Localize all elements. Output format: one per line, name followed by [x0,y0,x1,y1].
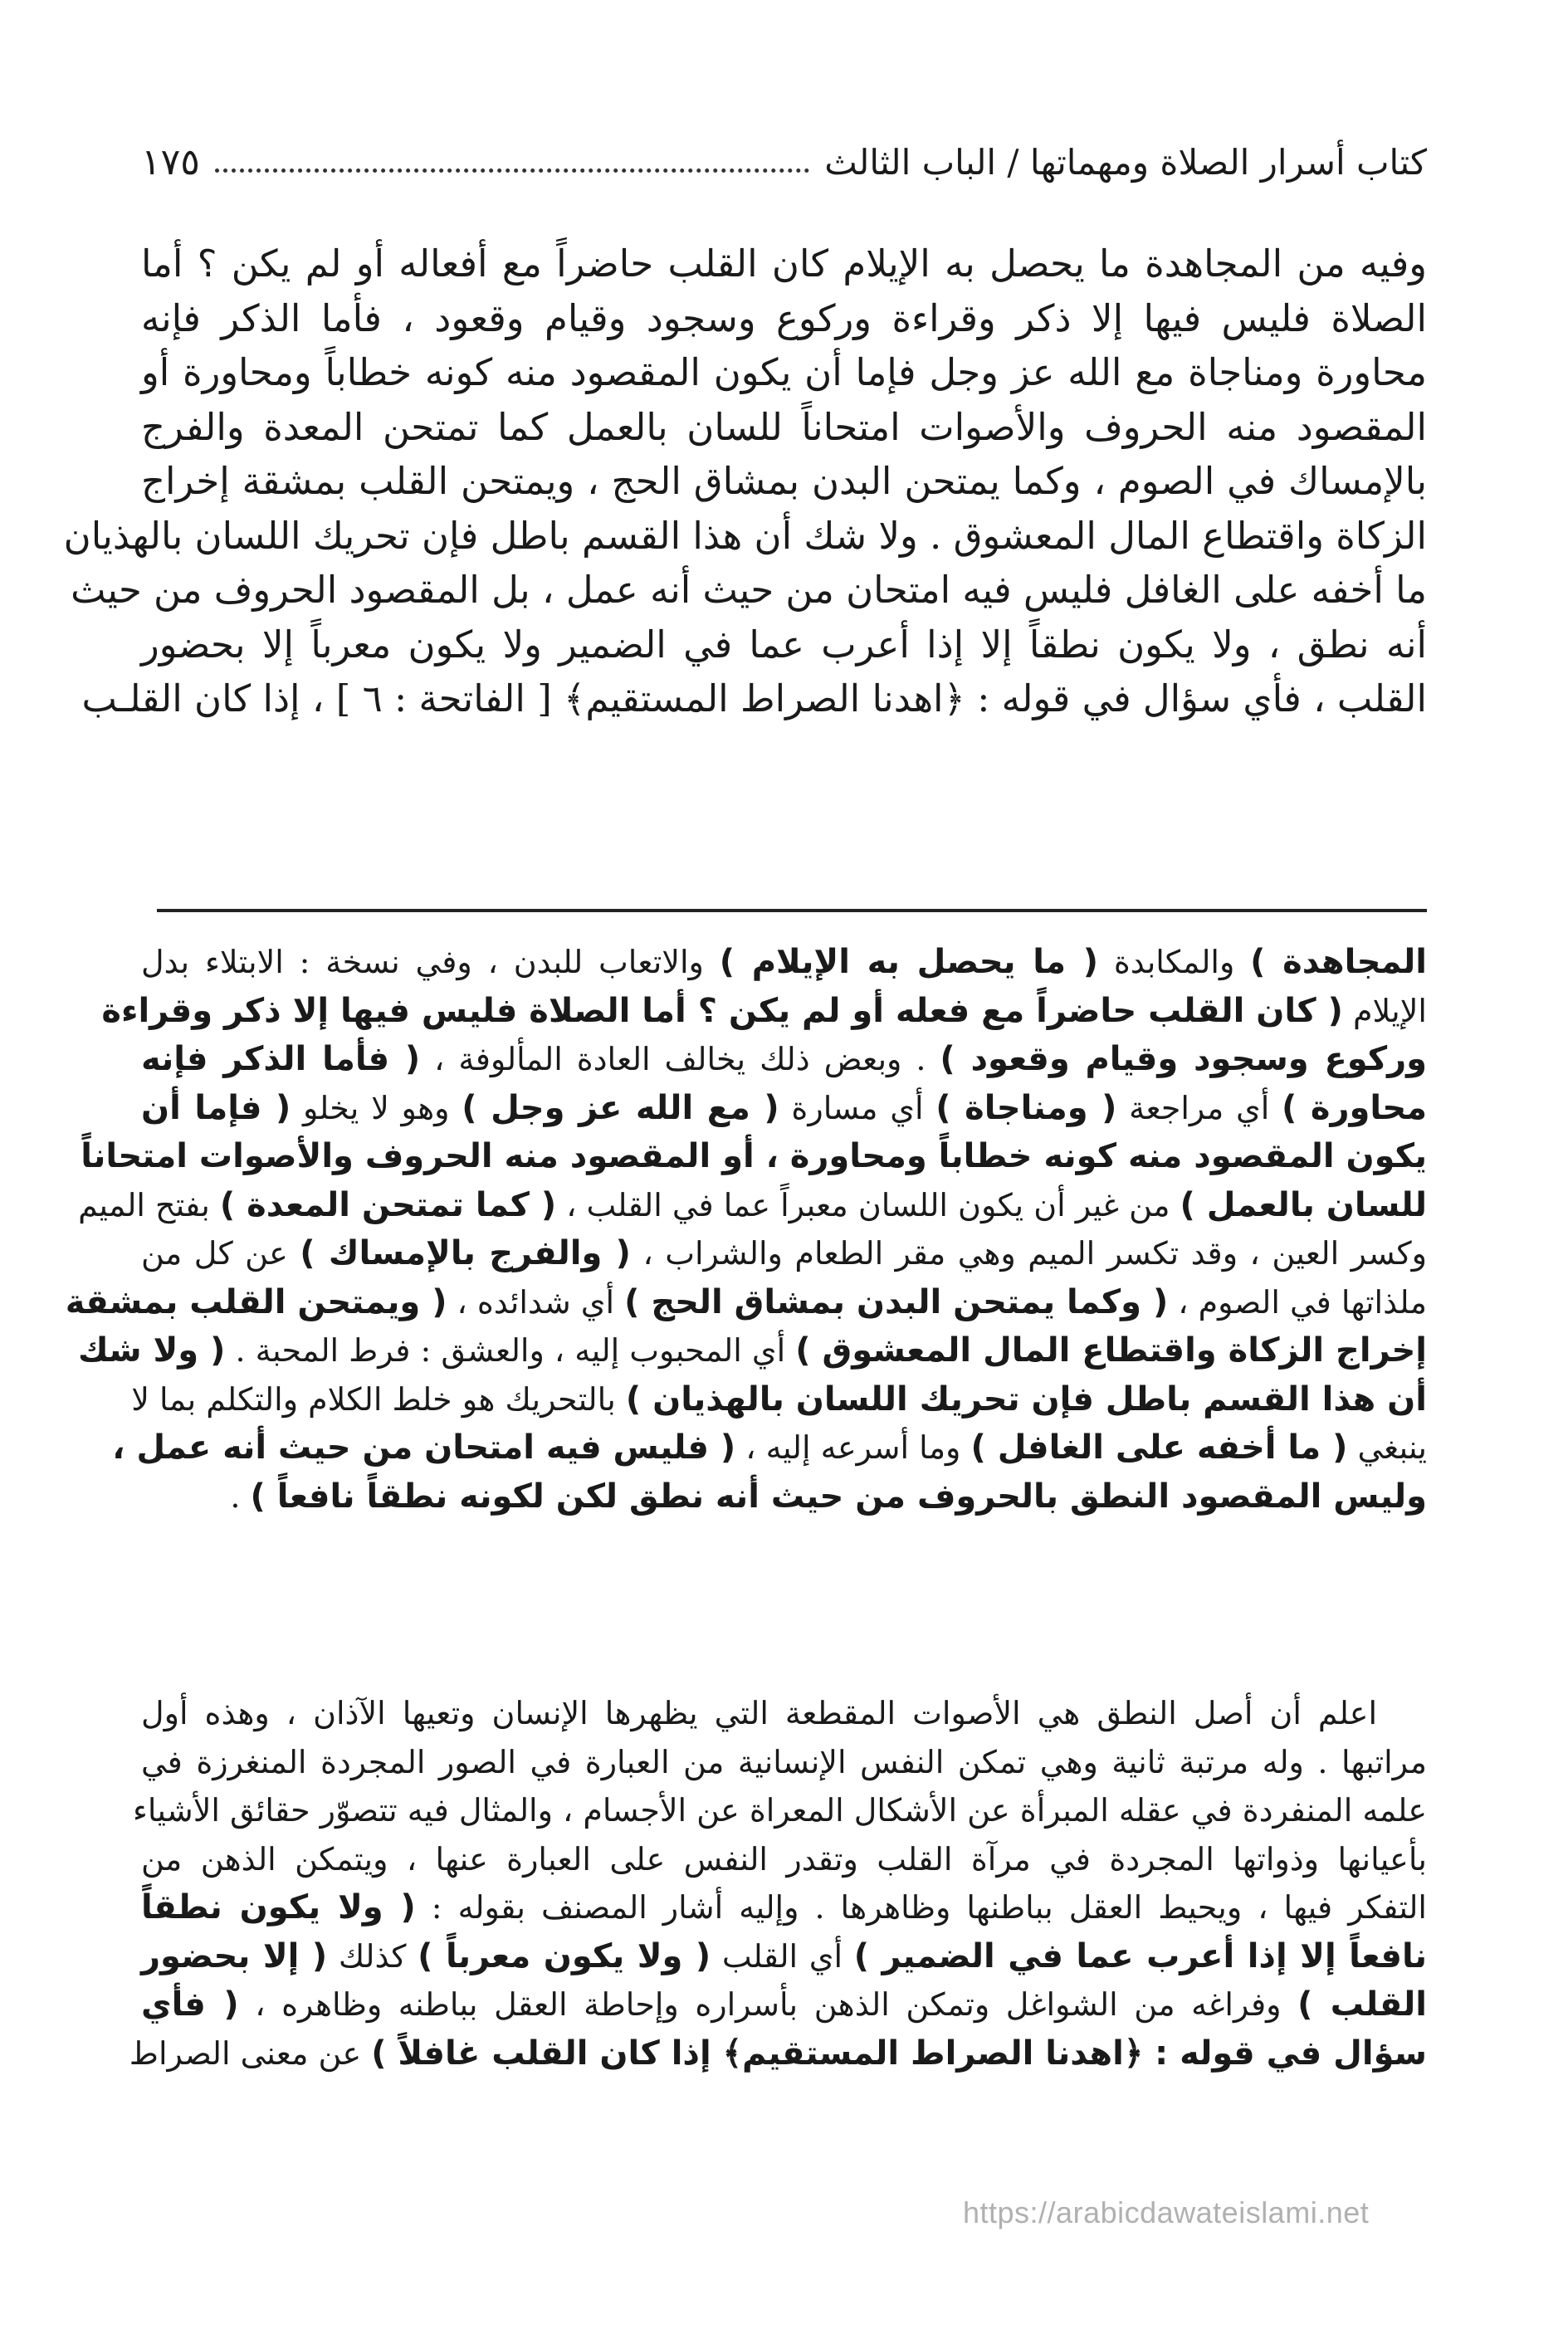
commentary-line [141,1932,1427,1981]
quoted-matn-text: ( ما أخفه على الغافل ) [970,1428,1348,1467]
leader-dots [215,168,809,173]
commentary-line [78,1181,1427,1230]
explanation-text: اعلم أن أصل النطق هي الأصوات المقطعة التي يظهرها الإنسان وتعيها الآذان ، وهذه أول [141,1695,1377,1731]
commentary-line [141,1084,1427,1133]
quoted-matn-text: نافعاً إلا إذا أعرب عما في الضمير ) [853,1936,1427,1975]
quoted-matn-text: وركوع وسجود وقيام وقعود ) [940,1040,1427,1078]
explanation-text: بالتحريك هو خلط الكلام والتكلم بما لا [131,1380,626,1418]
quoted-matn-text: ( كان القلب حاضراً مع فعله أو لم يكن ؟ أما الصلاة فليس فيها إلا ذكر وقراءة [101,991,1343,1030]
commentary-line [141,1472,1427,1521]
explanation-text: عن كل من [141,1235,300,1272]
main-text-line: الصلاة فليس فيها إلا ذكر وقراءة وركوع وسجود وقيام وقعود ، فأما الذكر فإنه [141,295,1427,340]
quoted-matn-text: ( والفرج بالإمساك ) [300,1234,631,1272]
explanation-text: أي مراجعة [1116,1089,1282,1126]
explanation-text: كذلك [327,1937,418,1975]
quoted-matn-text: ( فأي [141,1985,239,2024]
commentary-line [101,987,1427,1036]
explanation-text: مراتبها . وله مرتبة ثانية وهي تمكن النفس الإنسانية من العبارة في الصور المجردة المنغرزة في [141,1743,1427,1780]
explanation-text: علمه المنفردة في عقله المبرأة عن الأشكال المعراة عن الأجسام ، والمثال فيه تتصوّر حقائق الأشياء [132,1792,1427,1829]
footnote-separator-rule [157,909,1427,912]
explanation-text: ملذاتها في الصوم ، [1168,1283,1427,1321]
quoted-matn-text: ( فإما أن [141,1088,291,1127]
commentary-block-2 [129,1689,1427,2078]
explanation-text: . وبعض ذلك يخالف العادة المألوفة ، [420,1041,940,1077]
quoted-matn-text: يكون المقصود منه كونه خطاباً ومحاورة ، أو المقصود منه الحروف والأصوات امتحاناً [81,1137,1427,1175]
commentary-line [132,1786,1427,1835]
quoted-matn-text: وليس المقصود النطق بالحروف من حيث أنه نطق لكن لكونه نطقاً نافعاً ) [250,1477,1427,1516]
commentary-line [78,1326,1427,1375]
quoted-matn-text: ( فليس فيه امتحان من حيث أنه عمل ، [112,1428,736,1467]
quoted-matn-text: المجاهدة ) [1250,943,1427,981]
main-text-line: وفيه من المجاهدة ما يحصل به الإيلام كان القلب حاضراً مع أفعاله أو لم يكن ؟ أما [141,242,1427,286]
quoted-matn-text: محاورة ) [1282,1088,1428,1127]
quoted-matn-text: ( ولا يكون نطقاً [141,1888,416,1926]
main-text-line: بالإمساك في الصوم ، وكما يمتحن البدن بمشاق الحج ، ويمتحن القلب بمشقة إخراج [141,459,1427,503]
quoted-matn-text: ( إلا بحضور [141,1936,328,1975]
quoted-matn-text: ( ما يحصل به الإيلام ) [719,943,1099,981]
explanation-text: . [230,1477,251,1515]
quoted-matn-text: ( وكما يمتحن البدن بمشاق الحج ) [624,1282,1169,1321]
commentary-line [141,1883,1427,1932]
commentary-line [141,1738,1427,1787]
quoted-matn-text: ( ولا شك [78,1331,226,1370]
explanation-text: وفراغه من الشواغل وتمكن الذهن بأسراره وإحاطة العقل بباطنه وظاهره ، [238,1986,1298,2023]
quoted-matn-text: ( كما تمتحن المعدة ) [219,1185,557,1224]
commentary-line [65,1278,1427,1327]
quoted-matn-text: ( ومناجاة ) [935,1088,1117,1127]
main-text-line: ما أخفه على الغافل فليس فيه امتحان من حيث أنه عمل ، بل المقصود الحروف من حيث [71,568,1427,612]
explanation-text: وما أسرعه إليه ، [735,1429,971,1466]
explanation-text: بفتح الميم [78,1186,220,1223]
watermark-url: https://arabicdawateislami.net [963,2195,1370,2229]
quoted-matn-text: ( ولا يكون معرباً ) [418,1936,711,1975]
quoted-matn-text: القلب ) [1297,1985,1427,2024]
running-head-title: كتاب أسرار الصلاة ومهماتها / الباب الثالث [824,141,1427,183]
main-text-line: المقصود منه الحروف والأصوات امتحاناً للسان بالعمل كما تمتحن المعدة والفرج [141,404,1427,449]
explanation-text: أي القلب [711,1937,854,1975]
running-head [141,133,1427,191]
explanation-text: بأعيانها وذواتها المجردة في مرآة القلب وتقدر النفس على العبارة عنها ، ويتمكن الذهن من [141,1840,1427,1878]
main-text-line: القلب ، فأي سؤال في قوله : ﴿اهدنا الصراط المستقيم﴾ [ الفاتحة : ٦ ] ، إذا كان القلـب [81,676,1427,720]
commentary-line [141,1229,1427,1278]
explanation-text: ينبغي [1347,1429,1427,1466]
quoted-matn-text: ( مع الله عز وجل ) [462,1088,779,1127]
commentary-line [141,1035,1427,1084]
explanation-text: عن معنى الصراط [129,2034,372,2072]
commentary-line [141,1689,1427,1738]
commentary-block [65,938,1428,1521]
commentary-line [141,938,1427,987]
explanation-text: وهو لا يخلو [291,1089,462,1126]
main-text-line: الزكاة واقتطاع المال المعشوق . ولا شك أن هذا القسم باطل فإن تحريك اللسان بالهذيان [63,513,1427,558]
quoted-matn-text: إخراج الزكاة واقتطاع المال المعشوق ) [795,1331,1427,1370]
page-number: ١٧٥ [141,140,200,183]
explanation-text: أي المحبوب إليه ، والعشق : فرط المحبة . [225,1332,796,1369]
quoted-matn-text: للسان بالعمل ) [1180,1185,1427,1224]
explanation-text: الإيلام [1342,992,1427,1029]
commentary-line [141,1980,1427,2029]
explanation-text: من غير أن يكون اللسان معبراً عما في القلب ، [556,1186,1180,1223]
explanation-text: أي مسارة [779,1089,936,1126]
quoted-matn-text: أن هذا القسم باطل فإن تحريك اللسان بالهذيان ) [625,1380,1427,1419]
commentary-line [131,1375,1427,1424]
commentary-line [112,1423,1427,1472]
explanation-text: والاتعاب للبدن ، وفي نسخة : الابتلاء بدل [141,944,720,980]
main-text [63,237,1427,726]
explanation-text: أي شدائده ، [447,1283,625,1321]
main-text-line: محاورة ومناجاة مع الله عز وجل فإما أن يكون المقصود منه كونه خطاباً ومحاورة أو [141,350,1427,394]
explanation-text: وكسر العين ، وقد تكسر الميم وهي مقر الطعام والشراب ، [630,1235,1427,1272]
quoted-matn-text: ( فأما الذكر فإنه [141,1040,421,1078]
commentary-line [141,1835,1427,1884]
quoted-matn-text: ( ويمتحن القلب بمشقة [65,1282,447,1321]
commentary-line [81,1132,1427,1181]
commentary-line [129,2029,1427,2078]
explanation-text: والمكابدة [1098,944,1251,980]
quoted-matn-text: سؤال في قوله : ﴿اهدنا الصراط المستقيم﴾ إذا كان القلب غافلاً ) [371,2034,1427,2073]
main-text-line: أنه نطق ، ولا يكون نطقاً إلا إذا أعرب عما في الضمير ولا يكون معرباً إلا بحضور [141,622,1427,667]
explanation-text: التفكر فيها ، ويحيط العقل بباطنها وظاهرها . وإليه أشار المصنف بقوله : [415,1889,1427,1926]
